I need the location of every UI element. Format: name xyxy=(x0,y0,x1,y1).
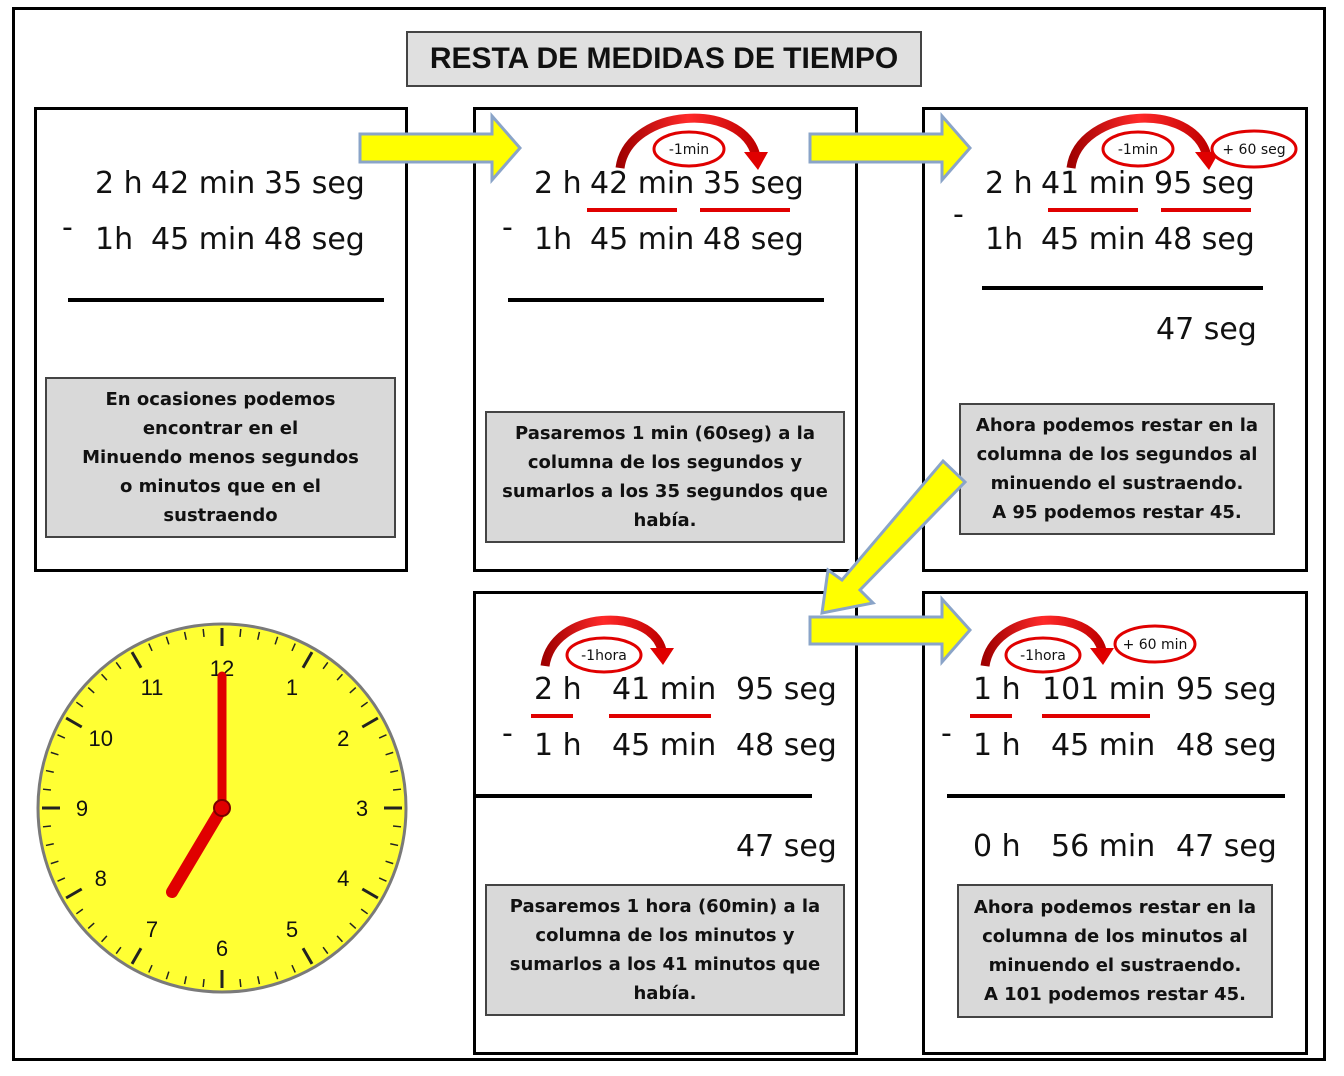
p3-note-line: columna de los segundos al xyxy=(976,444,1258,465)
p2-row2-minutes: 45 min xyxy=(590,222,695,257)
p4-row1-seconds: 95 seg xyxy=(736,672,837,707)
p1-row1-seconds: 35 seg xyxy=(264,166,365,201)
p4-row2-seconds: 48 seg xyxy=(736,728,837,763)
p1-row2-hours: 1h xyxy=(95,222,134,257)
p4-row1-hours: 2 h xyxy=(534,672,582,707)
p4-note-line: columna de los minutos y xyxy=(535,925,795,946)
p5-result-hours: 0 h xyxy=(973,829,1021,864)
p2-row1-minutes: 42 min xyxy=(590,166,695,201)
clock-number: 3 xyxy=(355,796,369,821)
clock-icon xyxy=(38,624,406,992)
p3-row2-hours: 1h xyxy=(985,222,1024,257)
page-title: RESTA DE MEDIDAS DE TIEMPO xyxy=(406,31,922,87)
p5-note-line: Ahora podemos restar en la xyxy=(973,897,1257,918)
arrow-diagonal-down-left-icon xyxy=(822,461,965,613)
clock-number: 12 xyxy=(209,656,235,681)
clock-number: 7 xyxy=(145,917,159,943)
p4-minus-sign: - xyxy=(502,716,513,751)
p5-row2-minutes: 45 min xyxy=(1051,728,1156,763)
p1-row1-minutes: 42 min xyxy=(151,166,256,201)
p2-row2-hours: 1h xyxy=(534,222,573,257)
p5-row2-hours: 1 h xyxy=(973,728,1021,763)
clock-minute-tick xyxy=(240,979,241,987)
clock-minute-tick xyxy=(43,789,51,790)
p4-row1-minutes: 41 min xyxy=(612,672,717,707)
p1-note-line: sustraendo xyxy=(163,505,278,526)
p2-row2-seconds: 48 seg xyxy=(703,222,804,257)
clock-number: 8 xyxy=(94,866,107,891)
arrow-right-icon xyxy=(360,116,520,180)
p5-minus-sign: - xyxy=(941,716,952,751)
p4-row2-hours: 1 h xyxy=(534,728,582,763)
clock-number: 5 xyxy=(285,917,299,943)
p3-borrow-label: -1min xyxy=(1117,142,1159,158)
p5-result-minutes: 56 min xyxy=(1051,829,1156,864)
p2-note-line: columna de los segundos y xyxy=(527,452,803,473)
p5-note-line: columna de los minutos al xyxy=(982,926,1248,947)
p3-add-label: + 60 seg xyxy=(1222,142,1286,158)
p1-note-line: En ocasiones podemos xyxy=(105,389,336,410)
p2-borrow-label: -1min xyxy=(668,142,710,158)
p2-note-line: sumarlos a los 35 segundos que xyxy=(502,481,828,502)
p1-row2-seconds: 48 seg xyxy=(264,222,365,257)
p5-result-seconds: 47 seg xyxy=(1176,829,1277,864)
p5-row1-seconds: 95 seg xyxy=(1176,672,1277,707)
p1-row2-minutes: 45 min xyxy=(151,222,256,257)
p1-row1-hours: 2 h xyxy=(95,166,143,201)
clock-minute-tick xyxy=(43,826,51,827)
p3-row1-hours: 2 h xyxy=(985,166,1033,201)
p4-borrow-label: -1hora xyxy=(581,648,627,664)
p3-row1-seconds: 95 seg xyxy=(1154,166,1255,201)
p5-row2-seconds: 48 seg xyxy=(1176,728,1277,763)
p3-row1-minutes: 41 min xyxy=(1041,166,1146,201)
p3-row2-seconds: 48 seg xyxy=(1154,222,1255,257)
p4-note-line: había. xyxy=(633,983,697,1004)
p3-result-seconds: 47 seg xyxy=(1156,312,1257,347)
p3-minus-sign: - xyxy=(953,197,964,232)
arrow-right-icon xyxy=(810,116,970,180)
clock-number: 1 xyxy=(285,674,299,700)
p5-note-line: minuendo el sustraendo. xyxy=(988,955,1242,976)
clock-center-pin xyxy=(214,800,230,816)
clock-minute-tick xyxy=(393,789,401,790)
p5-row1-minutes: 101 min xyxy=(1042,672,1166,707)
p2-row1-seconds: 35 seg xyxy=(703,166,804,201)
p1-note-line: o minutos que en el xyxy=(120,476,321,497)
clock-minute-tick xyxy=(393,826,401,827)
p5-note-line: A 101 podemos restar 45. xyxy=(983,984,1247,1005)
p3-note-line: minuendo el sustraendo. xyxy=(990,473,1244,494)
clock-number: 4 xyxy=(337,866,350,891)
p3-note-line: A 95 podemos restar 45. xyxy=(992,502,1242,523)
clock-number: 10 xyxy=(88,726,113,751)
p2-minus-sign: - xyxy=(502,210,513,245)
clock-number: 6 xyxy=(215,936,229,961)
p4-row2-minutes: 45 min xyxy=(612,728,717,763)
clock-number: 2 xyxy=(337,726,350,751)
clock-minute-tick xyxy=(240,629,241,637)
p4-result-seconds: 47 seg xyxy=(736,829,837,864)
clock-number: 11 xyxy=(140,674,164,700)
p2-note-line: había. xyxy=(633,510,697,531)
p1-minus-sign: - xyxy=(62,210,73,245)
clock-minute-tick xyxy=(203,629,204,637)
p3-row2-minutes: 45 min xyxy=(1041,222,1146,257)
p4-note-line: Pasaremos 1 hora (60min) a la xyxy=(509,896,821,917)
p4-note-line: sumarlos a los 41 minutos que xyxy=(509,954,821,975)
p2-row1-hours: 2 h xyxy=(534,166,582,201)
p2-note-line: Pasaremos 1 min (60seg) a la xyxy=(514,423,815,444)
p5-row1-hours: 1 h xyxy=(973,672,1021,707)
p5-add-label: + 60 min xyxy=(1122,637,1188,653)
p1-note-line: Minuendo menos segundos xyxy=(82,447,359,468)
p3-note-line: Ahora podemos restar en la xyxy=(975,415,1259,436)
clock-minute-tick xyxy=(203,979,204,987)
p5-borrow-label: -1hora xyxy=(1020,648,1066,664)
p1-note-line: encontrar en el xyxy=(142,418,299,439)
clock-number: 9 xyxy=(75,796,89,821)
